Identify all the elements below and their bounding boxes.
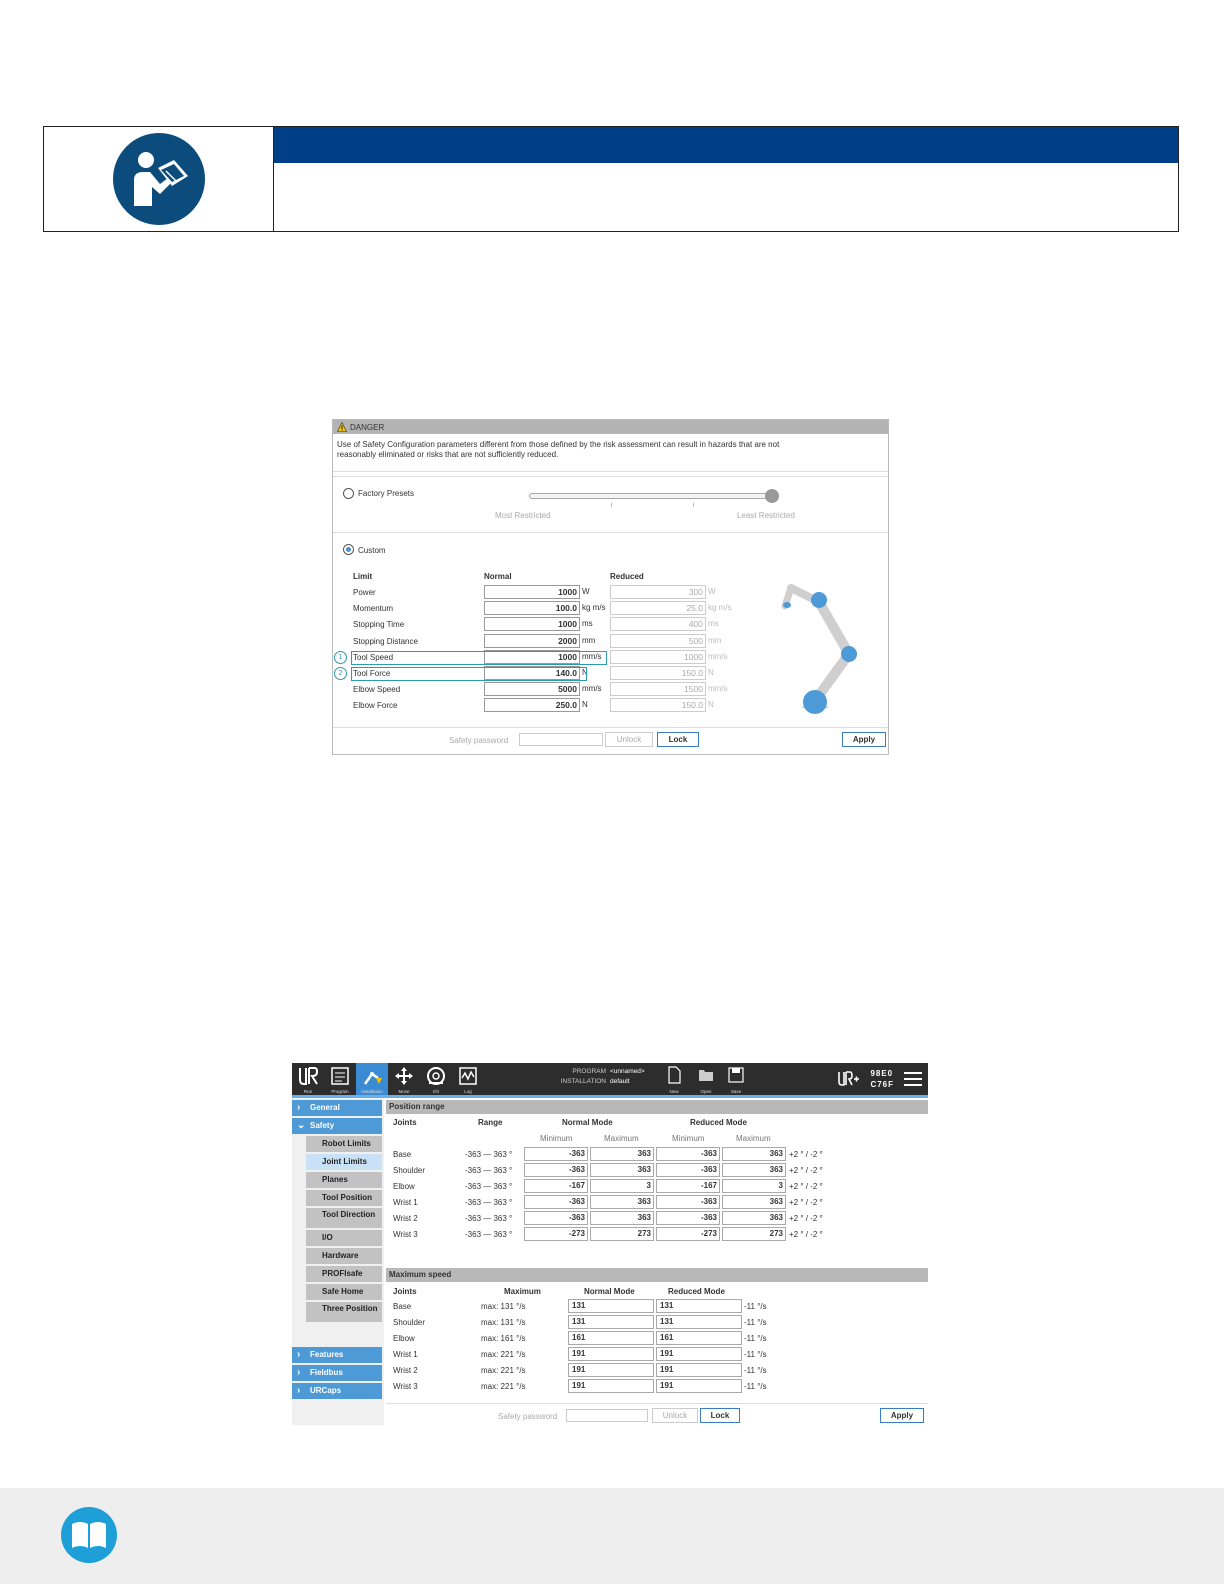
normal-value-field[interactable]: 5000 [484,682,580,696]
joint-max-speed: max: 161 °/s [481,1333,526,1343]
reduced-value-field[interactable]: 25.0 [610,601,706,615]
save-button[interactable] [722,1063,750,1095]
normal-value-field[interactable]: 140.0 [484,666,580,680]
joint-label: Wrist 2 [393,1365,418,1375]
reduced-value-field[interactable]: 1500 [610,682,706,696]
normal-value-field[interactable]: 100.0 [484,601,580,615]
pos-col-reduced: Reduced Mode [690,1118,747,1127]
io-tab-label: I/O [432,1089,439,1094]
normal-unit: kg m/s [582,603,606,613]
reduced-unit: N [708,668,714,677]
normal-speed-field[interactable]: 161 [568,1331,654,1345]
chevron-right-icon: › [297,1102,301,1113]
move-tab-label: Move [398,1089,410,1094]
sidebar-urcaps[interactable] [292,1383,382,1399]
warning-icon [337,422,347,432]
normal-speed-field[interactable]: 191 [568,1347,654,1361]
program-label: PROGRAM [572,1068,606,1075]
joint-range: -363 — 363 ° [465,1181,513,1191]
joint-label: Base [393,1302,412,1311]
limit-label: Stopping Distance [353,636,418,646]
sidebar-safety-item[interactable]: I/O [306,1230,382,1246]
lock-button[interactable]: Lock [700,1408,740,1423]
safety-password-input[interactable] [566,1409,648,1422]
joint-label: Wrist 2 [393,1213,418,1223]
serial-display [870,1068,894,1090]
unlock-button[interactable]: Unlock [652,1408,698,1423]
normal-max-field[interactable]: 3 [590,1179,654,1193]
notice-body [274,127,1178,231]
reduced-unit: W [708,587,716,596]
move-icon [394,1066,414,1086]
sidebar-safety-label: Safety [310,1121,335,1130]
normal-speed-field[interactable]: 191 [568,1379,654,1393]
tool-force-highlight [351,667,587,681]
joint-label: Elbow [393,1333,415,1343]
sidebar-safety-item[interactable]: Three Position [306,1302,382,1322]
installation-icon [362,1066,384,1088]
program-tab[interactable] [324,1063,356,1095]
callout-2: 2 [334,667,347,680]
reduced-min-field[interactable]: -167 [656,1179,720,1193]
normal-min-field[interactable]: -363 [524,1147,588,1161]
top-toolbar [292,1063,928,1095]
least-restricted-label: Least Restricted [737,511,795,520]
custom-radio[interactable] [343,544,354,555]
pos-col-range: Range [478,1118,503,1127]
installation-sidebar [292,1098,384,1425]
reduced-min-field[interactable]: -363 [656,1211,720,1225]
danger-title: DANGER [350,422,385,432]
pos-col-normal-max: Maximum [604,1134,639,1143]
installation-label: INSTALLATION [560,1078,606,1085]
danger-bar [333,420,888,434]
normal-unit: N [582,700,588,710]
reduced-unit: mm/s [708,684,728,694]
serial-line-1: 98E0 [870,1069,894,1078]
tolerance-label: +2 ° / -2 ° [789,1165,823,1175]
sidebar-safety[interactable] [292,1118,382,1134]
reduced-value-field[interactable]: 500 [610,634,706,648]
sidebar-safety-item[interactable]: Safe Home [306,1284,382,1300]
limit-label: Momentum [353,604,394,614]
open-label: Open [700,1089,712,1094]
pos-col-normal-min: Minimum [540,1134,573,1143]
tolerance-label: +2 ° / -2 ° [789,1150,823,1159]
normal-unit: mm/s [582,684,602,694]
sidebar-features-label: Features [310,1350,344,1359]
tool-speed-highlight [351,651,607,665]
tolerance-label: +2 ° / -2 ° [789,1229,823,1239]
chevron-right-icon: › [297,1385,301,1396]
joint-label: Base [393,1150,412,1159]
apply-button[interactable]: Apply [842,732,886,747]
manual-book-icon [60,1506,118,1564]
reduced-max-field[interactable]: 3 [722,1179,786,1193]
factory-presets-section [333,476,888,533]
reduced-speed-field[interactable]: 191 [656,1363,742,1377]
factory-presets-label: Factory Presets [358,489,415,498]
joint-range: -363 — 363 ° [465,1229,513,1239]
reduced-unit: kg m/s [708,603,732,613]
reduced-speed-field[interactable]: 191 [656,1379,742,1393]
reduced-min-field[interactable]: -363 [656,1163,720,1177]
limit-label: Tool Force [353,669,391,678]
reduced-speed-field[interactable]: 131 [656,1299,742,1313]
preset-slider-track[interactable] [529,493,777,499]
sidebar-features[interactable] [292,1347,382,1363]
safety-password-label: Safety password [449,736,509,745]
joint-label: Wrist 1 [393,1197,418,1207]
normal-value-field[interactable]: 2000 [484,634,580,648]
reduced-max-field[interactable]: 363 [722,1163,786,1177]
notice-box [43,126,1179,232]
reduced-unit: N [708,700,714,710]
program-name: <unnamed> [610,1068,645,1075]
normal-min-field[interactable]: -363 [524,1195,588,1209]
joint-max-speed: max: 221 °/s [481,1365,526,1375]
joint-max-speed: max: 221 °/s [481,1381,526,1391]
joint-max-speed: max: 131 °/s [481,1317,526,1327]
position-range-header: Position range [386,1100,928,1114]
joint-label: Shoulder [393,1165,426,1175]
reduced-min-field[interactable]: -363 [656,1195,720,1209]
normal-value-field[interactable]: 250.0 [484,698,580,712]
pos-col-joints: Joints [393,1118,417,1127]
sidebar-urcaps-label: URCaps [310,1386,342,1395]
joint-limits-panel [386,1098,928,1425]
normal-value-field[interactable]: 1000 [484,585,580,599]
pos-col-reduced-max: Maximum [736,1134,771,1143]
tolerance-label: +2 ° / -2 ° [789,1197,823,1207]
normal-value-field[interactable]: 1000 [484,650,580,664]
robot-limits-screenshot [332,419,889,755]
joint-range: -363 — 363 ° [465,1165,513,1175]
factory-presets-radio[interactable] [343,488,354,499]
ur-plus-icon[interactable] [838,1071,860,1087]
apply-button[interactable]: Apply [880,1408,924,1423]
ur-logo-icon [298,1066,318,1086]
tolerance-label: +2 ° / -2 ° [789,1213,823,1223]
log-icon [458,1066,478,1086]
joint-range: -363 — 363 ° [465,1197,513,1207]
reduced-speed-field[interactable]: 131 [656,1315,742,1329]
notice-header [274,127,1178,163]
sidebar-general[interactable] [292,1100,382,1116]
robot-arm-illustration [777,578,867,720]
sidebar-safety-item[interactable]: Hardware [306,1248,382,1264]
joint-limits-screenshot [292,1063,928,1425]
sidebar-safety-item[interactable]: Joint Limits [306,1154,382,1170]
callout-1: 1 [334,651,347,664]
notice-icon-cell [44,127,274,231]
reduced-unit: mm/s [708,651,728,661]
safety-password-label: Safety password [498,1412,558,1421]
save-label: Save [730,1089,742,1094]
joint-label: Shoulder [393,1317,426,1327]
reduced-max-field[interactable]: 273 [722,1227,786,1241]
page-footer [0,1488,1224,1584]
normal-speed-field[interactable]: 191 [568,1363,654,1377]
limit-label: Tool Speed [353,652,394,662]
preset-slider-handle[interactable] [765,489,779,503]
chevron-down-icon: ⌄ [297,1120,306,1131]
joint-label: Wrist 3 [393,1381,418,1391]
slider-tick [611,503,612,507]
lock-button[interactable]: Lock [657,732,699,747]
pos-col-reduced-min: Minimum [672,1134,705,1143]
limit-label: Elbow Force [353,701,398,711]
limit-label: Power [353,588,376,597]
reduced-speed-field[interactable]: 191 [656,1347,742,1361]
normal-unit: W [582,587,590,596]
normal-max-field[interactable]: 363 [590,1147,654,1161]
installation-tab[interactable] [356,1063,388,1095]
reduced-min-field[interactable]: -363 [656,1147,720,1161]
speed-col-normal: Normal Mode [584,1287,635,1296]
normal-max-field[interactable]: 273 [590,1227,654,1241]
sidebar-fieldbus[interactable] [292,1365,382,1381]
read-manual-icon [112,132,206,226]
normal-min-field[interactable]: -167 [524,1179,588,1193]
col-limit-header: Limit [353,572,373,581]
speed-tolerance-label: -11 °/s [744,1302,767,1311]
speed-tolerance-label: -11 °/s [744,1365,767,1375]
danger-text [333,434,888,472]
sidebar-safety-item[interactable]: Planes [306,1172,382,1188]
program-info-values [610,1067,645,1087]
sidebar-safety-item[interactable]: PROFIsafe [306,1266,382,1282]
bottom-divider [386,1403,928,1404]
custom-label: Custom [358,546,386,555]
sidebar-general-label: General [310,1103,340,1112]
reduced-value-field[interactable]: 300 [610,585,706,599]
chevron-right-icon: › [297,1349,301,1360]
unlock-button[interactable]: Unlock [605,732,653,747]
reduced-value-field[interactable]: 150.0 [610,666,706,680]
reduced-min-field[interactable]: -273 [656,1227,720,1241]
normal-min-field[interactable]: -363 [524,1163,588,1177]
move-tab[interactable] [388,1063,420,1095]
sidebar-safety-item[interactable]: Tool Direction [306,1208,382,1228]
log-tab[interactable] [452,1063,484,1095]
folder-icon [698,1066,714,1084]
new-file-icon [666,1066,682,1084]
reduced-speed-field[interactable]: 161 [656,1331,742,1345]
limit-label: Elbow Speed [353,685,401,695]
pos-col-normal: Normal Mode [562,1118,613,1127]
speed-tolerance-label: -11 °/s [744,1381,767,1391]
reduced-max-field[interactable]: 363 [722,1211,786,1225]
speed-col-reduced: Reduced Mode [668,1287,725,1296]
installation-tab-label: Installation [361,1089,383,1094]
normal-unit: mm/s [582,651,602,661]
program-tab-label: Program [331,1089,349,1094]
run-tab-label: Run [303,1089,313,1094]
joint-range: -363 — 363 ° [465,1150,513,1159]
speed-col-maximum: Maximum [504,1287,541,1296]
tolerance-label: +2 ° / -2 ° [789,1181,823,1191]
reduced-value-field[interactable]: 400 [610,617,706,631]
new-label: New [669,1089,679,1094]
col-reduced-header: Reduced [610,572,644,581]
new-button[interactable] [660,1063,688,1095]
danger-text-line-1: Use of Safety Configuration parameters different from those defined by the risk assessment can result in hazards that are not [337,440,780,449]
reduced-value-field[interactable]: 1000 [610,650,706,664]
chevron-right-icon: › [297,1367,301,1378]
normal-value-field[interactable]: 1000 [484,617,580,631]
reduced-value-field[interactable]: 150.0 [610,698,706,712]
safety-password-input[interactable] [519,733,603,746]
normal-speed-field[interactable]: 131 [568,1299,654,1313]
installation-name: default [610,1078,630,1085]
program-icon [330,1066,350,1086]
speed-tolerance-label: -11 °/s [744,1317,767,1327]
normal-min-field[interactable]: -273 [524,1227,588,1241]
slider-tick [693,503,694,507]
most-restricted-label: Most Restricted [495,511,551,520]
sidebar-safety-item[interactable]: Robot Limits [306,1136,382,1152]
reduced-unit: mm [708,635,722,645]
normal-unit: mm [582,635,596,645]
io-tab[interactable] [420,1063,452,1095]
speed-col-joints: Joints [393,1287,417,1296]
danger-text-line-2: reasonably eliminated or risks that are not sufficiently reduced. [337,450,559,459]
joint-label: Wrist 1 [393,1349,418,1359]
normal-speed-field[interactable]: 131 [568,1315,654,1329]
limit-label: Stopping Time [353,620,405,630]
normal-unit: N [582,668,588,677]
normal-unit: ms [582,619,593,629]
normal-max-field[interactable]: 363 [590,1195,654,1209]
save-icon [728,1066,744,1084]
log-tab-label: Log [464,1089,472,1094]
program-info-labels [556,1067,606,1087]
speed-tolerance-label: -11 °/s [744,1333,767,1343]
maximum-speed-header: Maximum speed [386,1268,928,1282]
run-tab[interactable] [292,1063,324,1095]
col-normal-header: Normal [484,572,512,581]
joint-max-speed: max: 131 °/s [481,1302,526,1311]
hamburger-menu-icon[interactable] [904,1071,922,1087]
speed-tolerance-label: -11 °/s [744,1349,767,1359]
reduced-max-field[interactable]: 363 [722,1195,786,1209]
normal-max-field[interactable]: 363 [590,1211,654,1225]
reduced-unit: ms [708,619,719,629]
reduced-max-field[interactable]: 363 [722,1147,786,1161]
joint-label: Wrist 3 [393,1229,418,1239]
bottom-divider [333,727,888,728]
io-icon [426,1066,446,1086]
normal-max-field[interactable]: 363 [590,1163,654,1177]
joint-max-speed: max: 221 °/s [481,1349,526,1359]
normal-min-field[interactable]: -363 [524,1211,588,1225]
joint-range: -363 — 363 ° [465,1213,513,1223]
serial-line-2: C76F [870,1080,894,1089]
sidebar-fieldbus-label: Fieldbus [310,1368,343,1377]
joint-label: Elbow [393,1181,415,1191]
sidebar-safety-item[interactable]: Tool Position [306,1190,382,1206]
open-button[interactable] [692,1063,720,1095]
